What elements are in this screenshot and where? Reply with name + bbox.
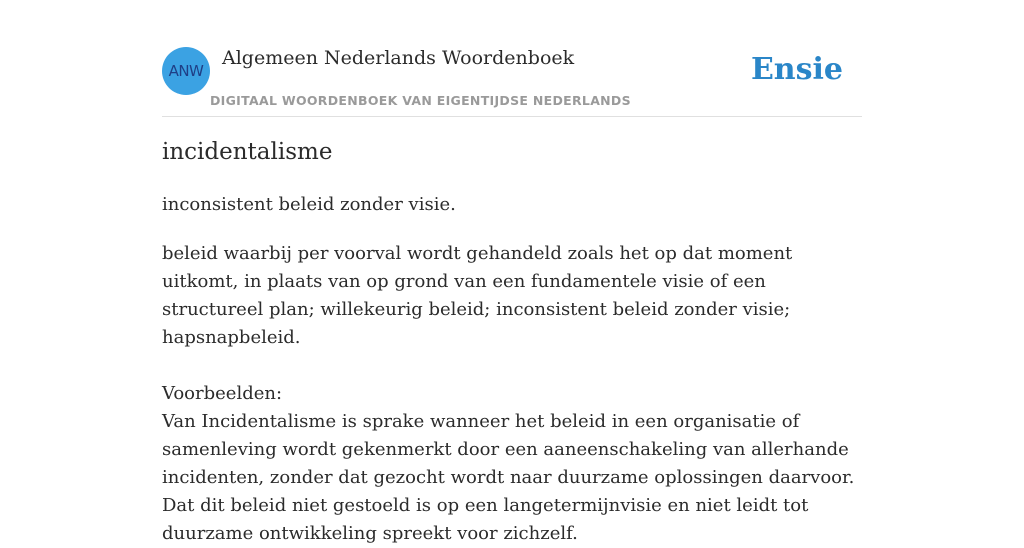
site-subtitle: DIGITAAL WOORDENBOEK VAN EIGENTIJDSE NEDERLANDS bbox=[210, 93, 631, 108]
entry-term: incidentalisme bbox=[162, 139, 333, 165]
paragraph-spacer bbox=[162, 352, 862, 380]
site-header bbox=[162, 47, 862, 117]
example-text: Van Incidentalisme is sprake wanneer het beleid in een organisatie of samenleving wordt gekenmerkt door een aaneenschakeling van allerhande incidenten, zonder dat gezocht wordt naar duurzame oplossingen daarvoor. Dat dit beleid niet gestoeld is op een langetermijnvisie en niet leidt tot duurzame ontwikkeling spreekt voor zichzelf. bbox=[162, 411, 855, 544]
full-definition: beleid waarbij per voorval wordt gehandeld zoals het op dat moment uitkomt, in plaats van op grond van een fundamentele visie of een structureel plan; willekeurig beleid; inconsistent beleid zonder visie; hapsnapbeleid. bbox=[162, 243, 793, 348]
ensie-brand-logo[interactable]: Ensie bbox=[750, 52, 843, 87]
entry-body bbox=[162, 240, 862, 548]
examples-label: Voorbeelden: bbox=[162, 383, 283, 404]
short-definition: inconsistent beleid zonder visie. bbox=[162, 194, 456, 215]
anw-logo[interactable]: ANW bbox=[162, 47, 210, 95]
site-title[interactable]: Algemeen Nederlands Woordenboek bbox=[222, 47, 575, 69]
